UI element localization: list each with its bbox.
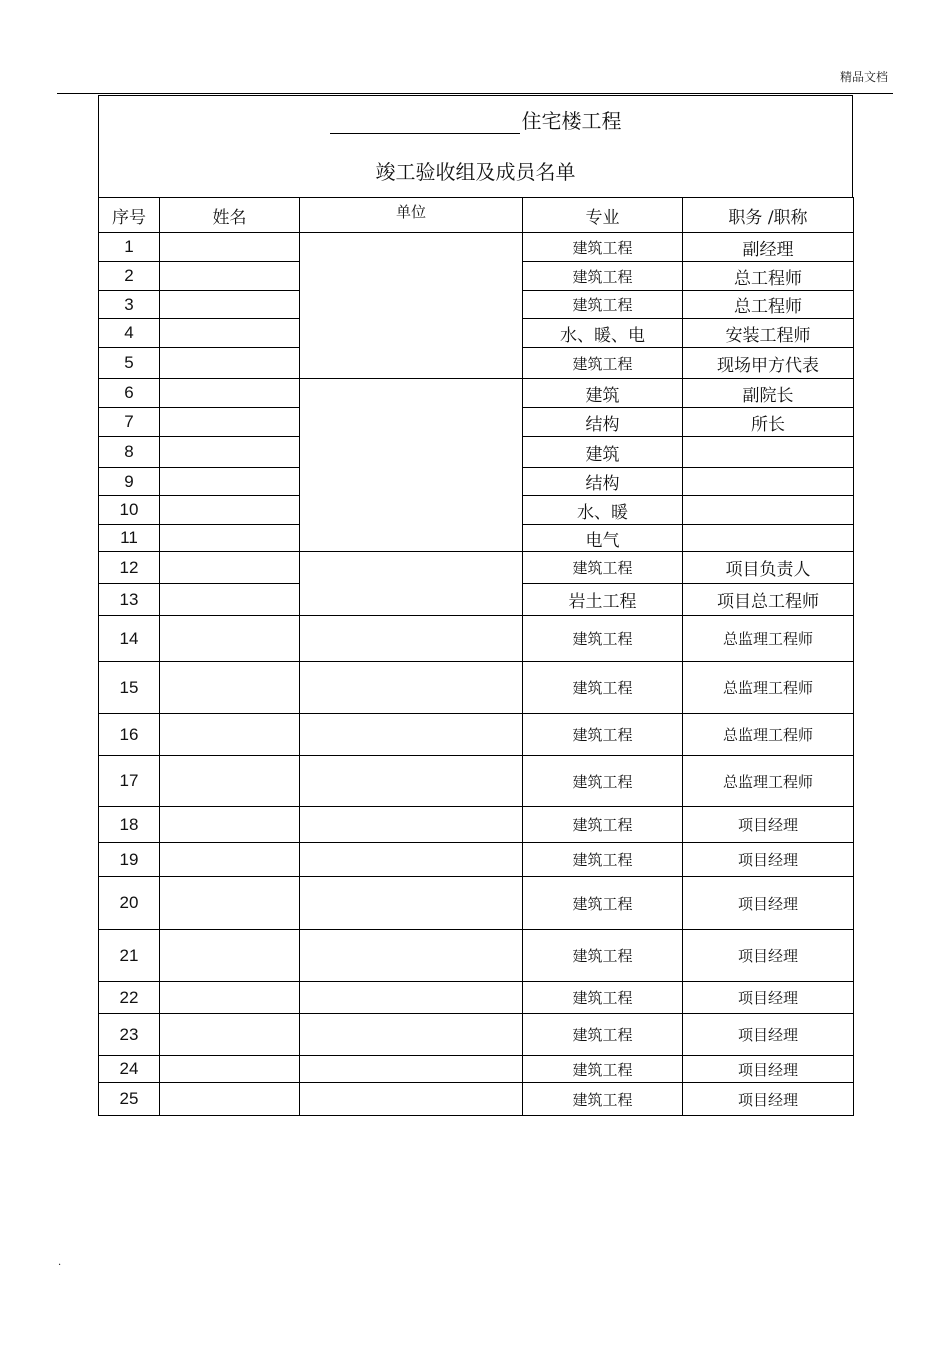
row-no: 19: [99, 843, 160, 877]
row-no: 13: [99, 584, 160, 616]
unit-cell[interactable]: [300, 877, 523, 930]
position-cell: 项目经理: [683, 1056, 854, 1083]
name-cell[interactable]: [160, 408, 300, 437]
header-rule: [57, 93, 893, 94]
col-header-no: 序号: [99, 198, 160, 233]
specialty-cell: 建筑工程: [523, 291, 683, 319]
position-cell: 项目经理: [683, 807, 854, 843]
row-no: 23: [99, 1014, 160, 1056]
name-cell[interactable]: [160, 262, 300, 291]
table-row: [99, 843, 854, 877]
specialty-cell: 建筑工程: [523, 616, 683, 662]
name-cell[interactable]: [160, 877, 300, 930]
specialty-cell: 水、暖、电: [523, 319, 683, 348]
name-cell[interactable]: [160, 525, 300, 552]
name-cell[interactable]: [160, 552, 300, 584]
specialty-cell: 建筑: [523, 379, 683, 408]
position-cell: 现场甲方代表: [683, 348, 854, 379]
header-tag: 精品文档: [839, 70, 888, 84]
table-row: [99, 982, 854, 1014]
position-cell: 项目经理: [683, 877, 854, 930]
specialty-cell: 结构: [523, 468, 683, 496]
table-row: [99, 930, 854, 982]
position-cell: 总工程师: [683, 291, 854, 319]
position-cell: 项目经理: [683, 982, 854, 1014]
specialty-cell: 电气: [523, 525, 683, 552]
row-no: 1: [99, 233, 160, 262]
position-cell: 项目经理: [683, 930, 854, 982]
position-cell: 所长: [683, 408, 854, 437]
specialty-cell: 建筑工程: [523, 982, 683, 1014]
row-no: 17: [99, 756, 160, 807]
position-cell: 总监理工程师: [683, 662, 854, 714]
specialty-cell: 建筑工程: [523, 877, 683, 930]
table-row: [99, 714, 854, 756]
project-name-blank: [330, 111, 520, 134]
specialty-cell: 建筑工程: [523, 262, 683, 291]
position-cell: 项目总工程师: [683, 584, 854, 616]
name-cell[interactable]: [160, 714, 300, 756]
position-cell: 总监理工程师: [683, 714, 854, 756]
row-no: 2: [99, 262, 160, 291]
unit-cell[interactable]: [300, 662, 523, 714]
specialty-cell: 岩土工程: [523, 584, 683, 616]
row-no: 4: [99, 319, 160, 348]
name-cell[interactable]: [160, 379, 300, 408]
row-no: 15: [99, 662, 160, 714]
specialty-cell: 建筑工程: [523, 1056, 683, 1083]
name-cell[interactable]: [160, 1056, 300, 1083]
row-no: 6: [99, 379, 160, 408]
row-no: 12: [99, 552, 160, 584]
name-cell[interactable]: [160, 1014, 300, 1056]
row-no: 20: [99, 877, 160, 930]
position-cell: 副经理: [683, 233, 854, 262]
table-row: [99, 662, 854, 714]
table-row: [99, 552, 854, 584]
unit-cell[interactable]: [300, 714, 523, 756]
name-cell[interactable]: [160, 584, 300, 616]
unit-cell[interactable]: [300, 982, 523, 1014]
specialty-cell: 水、暖: [523, 496, 683, 525]
col-header-name: 姓名: [160, 198, 300, 233]
position-cell: 项目负责人: [683, 552, 854, 584]
position-cell: [683, 437, 854, 468]
table-row: [99, 233, 854, 262]
row-no: 22: [99, 982, 160, 1014]
row-no: 9: [99, 468, 160, 496]
unit-cell[interactable]: [300, 930, 523, 982]
specialty-cell: 建筑工程: [523, 348, 683, 379]
name-cell[interactable]: [160, 616, 300, 662]
position-cell: 项目经理: [683, 1083, 854, 1116]
specialty-cell: 建筑工程: [523, 662, 683, 714]
position-cell: 安装工程师: [683, 319, 854, 348]
name-cell[interactable]: [160, 233, 300, 262]
name-cell[interactable]: [160, 496, 300, 525]
unit-cell[interactable]: [300, 807, 523, 843]
member-list-sheet: [98, 95, 853, 1116]
specialty-cell: 建筑工程: [523, 714, 683, 756]
position-cell: 总工程师: [683, 262, 854, 291]
title-block: [98, 95, 853, 197]
col-header-position: 职务 /职称: [683, 198, 854, 233]
name-cell[interactable]: [160, 756, 300, 807]
row-no: 14: [99, 616, 160, 662]
row-no: 8: [99, 437, 160, 468]
row-no: 10: [99, 496, 160, 525]
table-row: [99, 616, 854, 662]
name-cell[interactable]: [160, 662, 300, 714]
row-no: 24: [99, 1056, 160, 1083]
specialty-cell: 结构: [523, 408, 683, 437]
unit-cell[interactable]: [300, 1083, 523, 1116]
table-row: [99, 877, 854, 930]
position-cell: 项目经理: [683, 1014, 854, 1056]
position-cell: 项目经理: [683, 843, 854, 877]
project-title: [99, 105, 852, 134]
name-cell[interactable]: [160, 437, 300, 468]
position-cell: [683, 525, 854, 552]
table-row: [99, 379, 854, 408]
name-cell[interactable]: [160, 807, 300, 843]
name-cell[interactable]: [160, 930, 300, 982]
unit-cell[interactable]: [300, 552, 523, 616]
specialty-cell: 建筑: [523, 437, 683, 468]
table-row: [99, 1014, 854, 1056]
project-title-text: 住宅楼工程: [521, 109, 622, 133]
row-no: 25: [99, 1083, 160, 1116]
row-no: 5: [99, 348, 160, 379]
specialty-cell: 建筑工程: [523, 807, 683, 843]
specialty-cell: 建筑工程: [523, 930, 683, 982]
table-row: [99, 807, 854, 843]
name-cell[interactable]: [160, 291, 300, 319]
col-header-specialty: 专业: [523, 198, 683, 233]
unit-cell[interactable]: [300, 756, 523, 807]
table-row: [99, 1056, 854, 1083]
member-table: [98, 197, 854, 1116]
specialty-cell: 建筑工程: [523, 756, 683, 807]
row-no: 11: [99, 525, 160, 552]
position-cell: [683, 496, 854, 525]
position-cell: 总监理工程师: [683, 616, 854, 662]
table-row: [99, 1083, 854, 1116]
specialty-cell: 建筑工程: [523, 552, 683, 584]
position-cell: 总监理工程师: [683, 756, 854, 807]
table-header-row: [99, 198, 854, 233]
unit-cell[interactable]: [300, 233, 523, 379]
row-no: 7: [99, 408, 160, 437]
footer-mark: .: [58, 1257, 62, 1268]
specialty-cell: 建筑工程: [523, 1083, 683, 1116]
list-title: 竣工验收组及成员名单: [375, 160, 576, 184]
unit-cell[interactable]: [300, 616, 523, 662]
specialty-cell: 建筑工程: [523, 843, 683, 877]
name-cell[interactable]: [160, 348, 300, 379]
row-no: 16: [99, 714, 160, 756]
position-cell: 副院长: [683, 379, 854, 408]
unit-cell[interactable]: [300, 1056, 523, 1083]
name-cell[interactable]: [160, 468, 300, 496]
col-header-unit: 单位: [300, 198, 523, 233]
unit-cell[interactable]: [300, 843, 523, 877]
row-no: 21: [99, 930, 160, 982]
name-cell[interactable]: [160, 843, 300, 877]
name-cell[interactable]: [160, 982, 300, 1014]
row-no: 3: [99, 291, 160, 319]
specialty-cell: 建筑工程: [523, 1014, 683, 1056]
row-no: 18: [99, 807, 160, 843]
table-row: [99, 756, 854, 807]
name-cell[interactable]: [160, 1083, 300, 1116]
unit-cell[interactable]: [300, 379, 523, 552]
unit-cell[interactable]: [300, 1014, 523, 1056]
specialty-cell: 建筑工程: [523, 233, 683, 262]
position-cell: [683, 468, 854, 496]
name-cell[interactable]: [160, 319, 300, 348]
